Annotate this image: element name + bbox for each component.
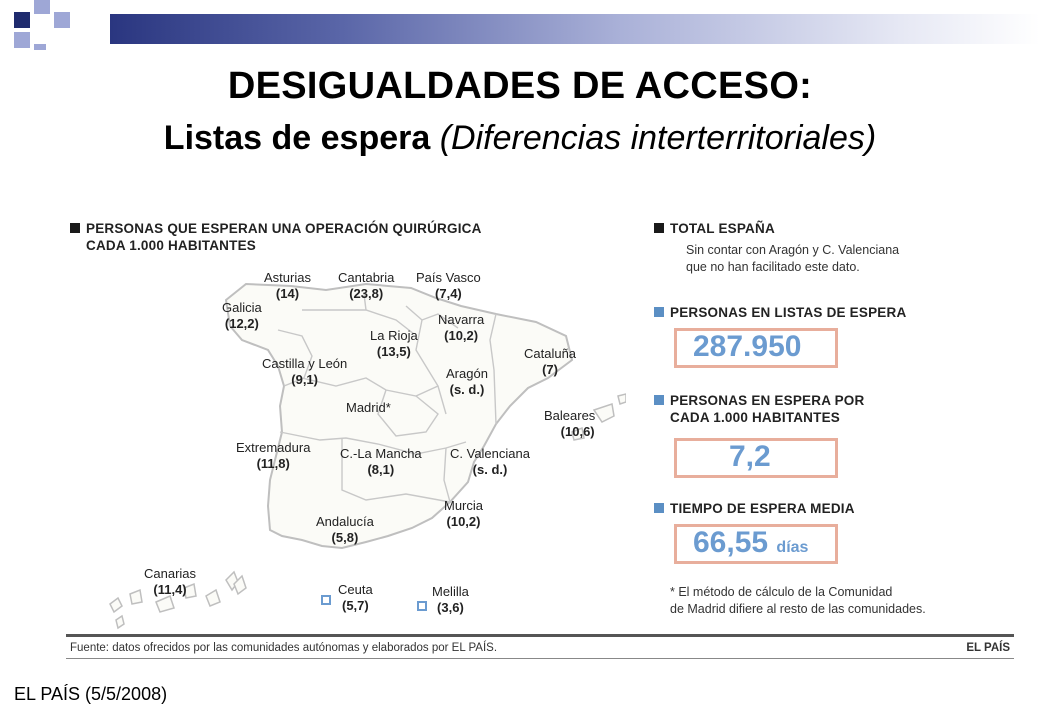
canarias-island — [156, 596, 174, 612]
region-murcia: Murcia (10,2) — [444, 498, 484, 529]
region-aragon: Aragón (s. d.) — [446, 366, 488, 397]
region-pais-vasco: País Vasco (7,4) — [416, 270, 481, 301]
region-extremadura: Extremadura (11,8) — [236, 440, 311, 471]
region-la-rioja: La Rioja (13,5) — [370, 328, 418, 359]
map-heading-line1: PERSONAS QUE ESPERAN UNA OPERACIÓN QUIRÚRGICA — [86, 221, 482, 236]
region-andalucia: Andalucía (5,8) — [316, 514, 374, 545]
decorative-header-bar — [0, 0, 1040, 50]
avg-value: 66,55 — [693, 526, 769, 559]
map-heading-line2: CADA 1.000 HABITANTES — [86, 238, 256, 253]
bullet-square — [654, 503, 664, 513]
source-note: Fuente: datos ofrecidos por las comunidades autónomas y elaborados por EL PAÍS. — [70, 642, 498, 654]
region-castilla-leon: Castilla y León (9,1) — [262, 356, 348, 387]
per1000-heading: PERSONAS EN ESPERA POR CADA 1.000 HABITANTES — [654, 392, 864, 426]
map-heading — [70, 220, 482, 254]
waiting-heading: PERSONAS EN LISTAS DE ESPERA — [654, 304, 906, 321]
peninsula-outline — [226, 284, 572, 548]
region-galicia: Galicia (12,2) — [222, 300, 262, 331]
region-cataluna: Cataluña (7) — [524, 346, 577, 377]
region-cantabria: Cantabria (23,8) — [338, 270, 395, 301]
subtitle-main: Listas de espera — [163, 119, 431, 157]
baleares-island — [594, 404, 614, 422]
decor-square — [34, 44, 46, 50]
avg-value-box — [674, 524, 838, 564]
infographic-credit: EL PAÍS — [966, 642, 1010, 654]
per1000-value-box — [674, 438, 838, 478]
footnote: * El método de cálculo de la Comunidad de Madrid difiere al resto de las comunidades. — [670, 585, 926, 616]
total-heading: TOTAL ESPAÑA — [654, 220, 775, 237]
total-note: Sin contar con Aragón y C. Valenciana que no han facilitado este dato. — [686, 243, 900, 274]
region-asturias: Asturias (14) — [264, 270, 311, 301]
waiting-value-box — [674, 328, 838, 368]
melilla-marker — [418, 602, 426, 610]
region-canarias: Canarias (11,4) — [144, 566, 197, 597]
per1000-value: 7,2 — [729, 440, 771, 473]
decor-square — [14, 32, 30, 48]
canarias-island — [206, 590, 220, 606]
avg-heading: TIEMPO DE ESPERA MEDIA — [654, 500, 855, 517]
baleares-island — [618, 394, 626, 404]
footer-credit: EL PAÍS (5/5/2008) — [14, 684, 168, 704]
avg-unit: días — [776, 539, 809, 556]
region-c-valenciana: C. Valenciana (s. d.) — [450, 446, 530, 477]
bullet-square — [70, 223, 80, 233]
ceuta-marker — [322, 596, 330, 604]
divider — [66, 658, 1014, 659]
region-castilla-la-mancha: C.-La Mancha (8,1) — [340, 446, 422, 477]
infographic — [66, 210, 1014, 670]
bullet-square — [654, 307, 664, 317]
slide-title: DESIGUALDADES DE ACCESO: — [227, 65, 813, 107]
canarias-island — [130, 590, 142, 604]
divider — [66, 634, 1014, 637]
region-baleares: Baleares (10,6) — [544, 408, 596, 439]
bullet-square — [654, 395, 664, 405]
decor-square — [54, 12, 70, 28]
region-ceuta: Ceuta (5,7) — [338, 582, 373, 613]
region-madrid: Madrid* — [346, 400, 391, 415]
slide-subtitle — [0, 116, 1040, 160]
decor-square — [34, 0, 50, 14]
gradient-bar — [110, 14, 1040, 44]
canarias-island — [110, 598, 122, 612]
region-melilla: Melilla (3,6) — [432, 584, 469, 615]
region-navarra: Navarra (10,2) — [438, 312, 485, 343]
canarias-island — [116, 616, 124, 628]
waiting-value: 287.950 — [693, 330, 802, 363]
bullet-square — [654, 223, 664, 233]
decor-square — [14, 12, 30, 28]
subtitle-note: (Diferencias interterritoriales) — [439, 119, 877, 157]
